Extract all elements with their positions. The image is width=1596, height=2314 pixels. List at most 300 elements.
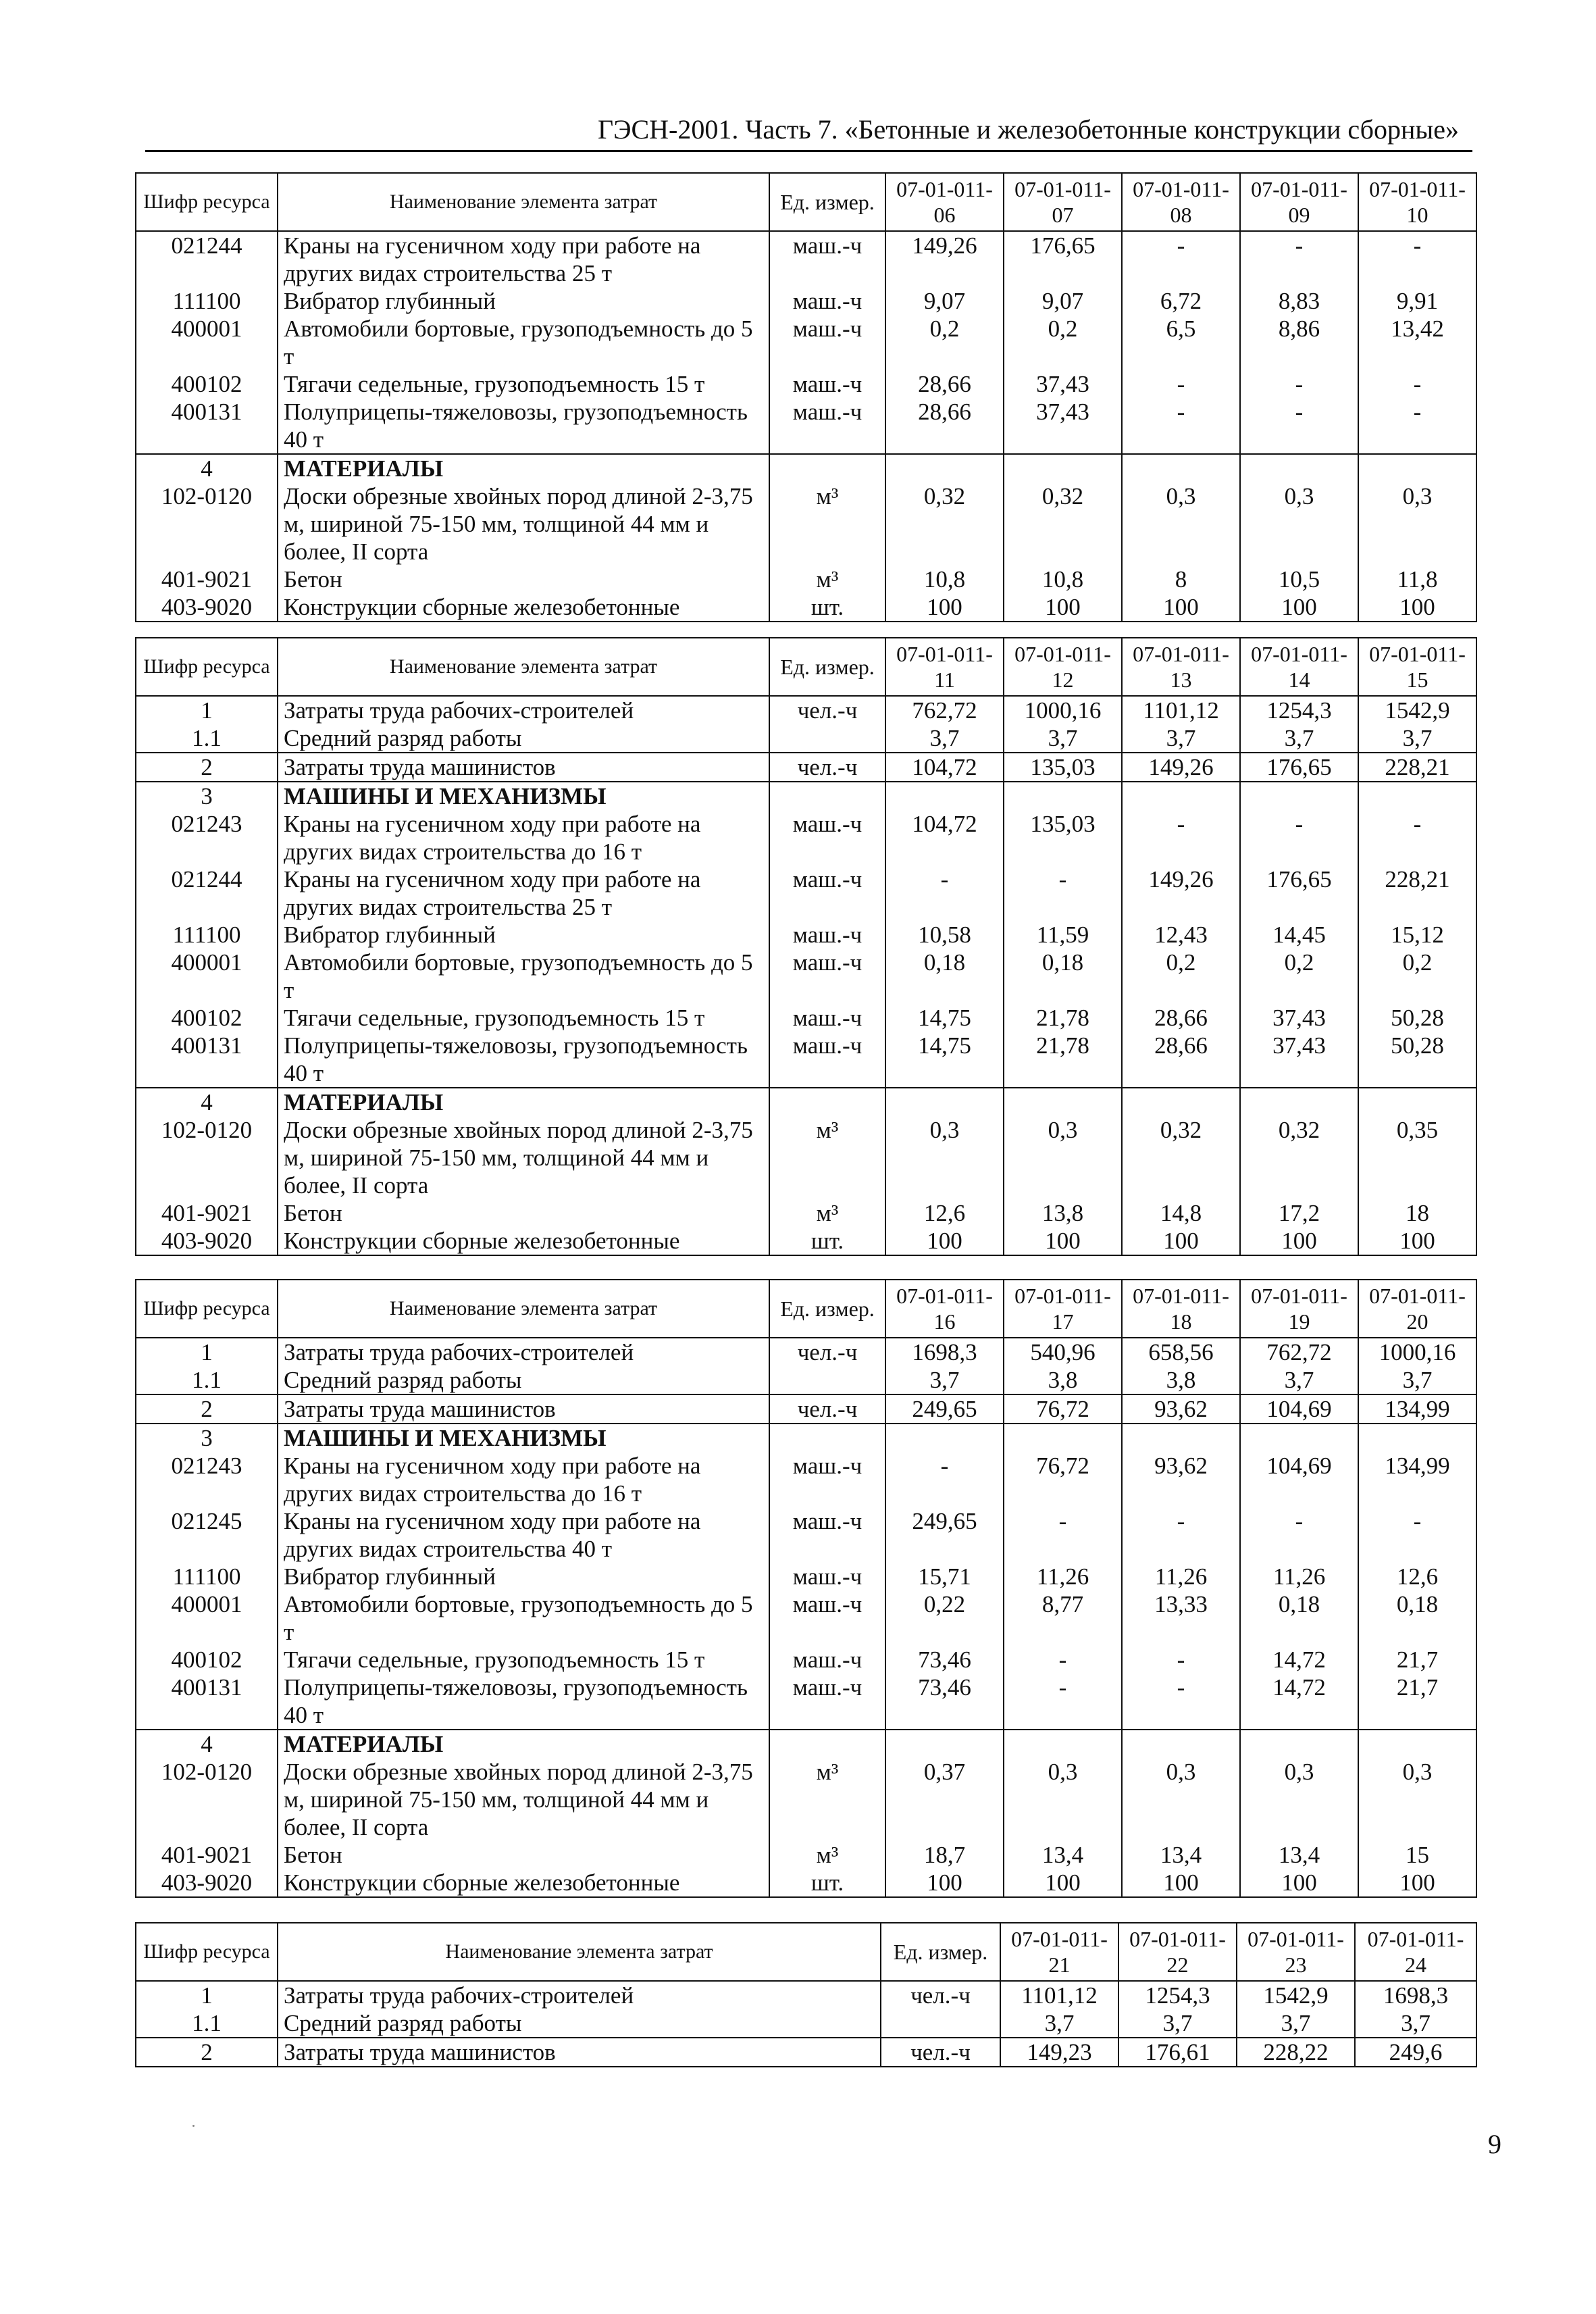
row-value: 11,26 xyxy=(1122,1563,1240,1590)
row-value: 249,65 xyxy=(885,1394,1004,1424)
row-value: 100 xyxy=(1358,1227,1476,1255)
row-value: 3,7 xyxy=(1240,724,1358,753)
row-name: Тягачи седельные, грузоподъемность 15 т xyxy=(278,1646,769,1674)
header-norm-code: 07-01-011-13 xyxy=(1122,638,1240,696)
table-row xyxy=(136,2038,1476,2067)
row-value: 18 xyxy=(1358,1199,1476,1227)
row-value xyxy=(1358,1730,1476,1758)
row-value: 50,28 xyxy=(1358,1004,1476,1032)
table-row xyxy=(136,1563,1476,1590)
row-value xyxy=(1004,782,1122,810)
table-row xyxy=(136,1366,1476,1394)
header-norm-code: 07-01-011-18 xyxy=(1122,1280,1240,1338)
row-value: 176,65 xyxy=(1240,865,1358,921)
table-row xyxy=(136,1227,1476,1255)
row-code: 400131 xyxy=(136,398,278,454)
header-norm-code: 07-01-011-07 xyxy=(1004,173,1122,231)
row-value: 13,33 xyxy=(1122,1590,1240,1646)
cost-table-4 xyxy=(135,1922,1477,2067)
row-value: 37,43 xyxy=(1240,1032,1358,1088)
row-value: 134,99 xyxy=(1358,1452,1476,1507)
row-unit: маш.-ч xyxy=(769,1032,885,1088)
row-value: 100 xyxy=(1358,593,1476,622)
row-value: 176,61 xyxy=(1118,2038,1237,2067)
row-code: 1 xyxy=(136,1338,278,1366)
row-value: 3,7 xyxy=(1355,2009,1476,2038)
row-code: 400001 xyxy=(136,315,278,370)
header-norm-code: 07-01-011-11 xyxy=(885,638,1004,696)
row-unit: шт. xyxy=(769,1227,885,1255)
row-value: 3,7 xyxy=(1358,1366,1476,1394)
row-value: 134,99 xyxy=(1358,1394,1476,1424)
row-value: 3,7 xyxy=(1122,724,1240,753)
row-value: 12,6 xyxy=(885,1199,1004,1227)
row-value: 135,03 xyxy=(1004,753,1122,782)
row-value: - xyxy=(1004,865,1122,921)
header-code: Шифр ресурса xyxy=(136,173,278,231)
row-name: Бетон xyxy=(278,1841,769,1869)
row-value: - xyxy=(1004,1646,1122,1674)
row-code: 401-9021 xyxy=(136,1841,278,1869)
row-value: 11,26 xyxy=(1240,1563,1358,1590)
header-name: Наименование элемента затрат xyxy=(278,1923,881,1981)
row-value: 0,2 xyxy=(1358,949,1476,1004)
row-value: 1698,3 xyxy=(1355,1981,1476,2009)
row-code: 111100 xyxy=(136,921,278,949)
table-row xyxy=(136,1452,1476,1507)
header-unit: Ед. измер. xyxy=(769,173,885,231)
row-value: 14,75 xyxy=(885,1032,1004,1088)
row-value: - xyxy=(885,1452,1004,1507)
row-code: 400131 xyxy=(136,1674,278,1730)
row-value: - xyxy=(1358,398,1476,454)
row-unit: чел.-ч xyxy=(881,1981,1000,2009)
table-row xyxy=(136,810,1476,865)
row-value: 50,28 xyxy=(1358,1032,1476,1088)
row-value: 0,18 xyxy=(1004,949,1122,1004)
row-code: 021245 xyxy=(136,1507,278,1563)
row-value: - xyxy=(1240,370,1358,398)
row-unit: чел.-ч xyxy=(881,2038,1000,2067)
row-code: 021244 xyxy=(136,231,278,287)
cost-table-1 xyxy=(135,172,1477,622)
header-norm-code: 07-01-011-23 xyxy=(1237,1923,1355,1981)
table-row xyxy=(136,782,1476,810)
row-value: 149,26 xyxy=(885,231,1004,287)
row-value: 100 xyxy=(1004,1869,1122,1897)
row-name: Краны на гусеничном ходу при работе на других видах строительства до 16 т xyxy=(278,810,769,865)
table-row xyxy=(136,565,1476,593)
row-value: 13,4 xyxy=(1122,1841,1240,1869)
row-code: 3 xyxy=(136,782,278,810)
row-value: 0,2 xyxy=(1240,949,1358,1004)
row-value: 13,42 xyxy=(1358,315,1476,370)
header-norm-code: 07-01-011-14 xyxy=(1240,638,1358,696)
row-value: 100 xyxy=(1240,1227,1358,1255)
row-value: 0,32 xyxy=(1004,482,1122,565)
row-value: 37,43 xyxy=(1240,1004,1358,1032)
row-code: 403-9020 xyxy=(136,1869,278,1897)
row-code: 400102 xyxy=(136,370,278,398)
row-value: 3,7 xyxy=(1240,1366,1358,1394)
row-value: 658,56 xyxy=(1122,1338,1240,1366)
page-header xyxy=(145,108,1472,152)
cost-table-3 xyxy=(135,1279,1477,1898)
header-norm-code: 07-01-011-20 xyxy=(1358,1280,1476,1338)
header-norm-code: 07-01-011-22 xyxy=(1118,1923,1237,1981)
row-unit: чел.-ч xyxy=(769,696,885,724)
row-value: 0,2 xyxy=(885,315,1004,370)
row-value xyxy=(1004,454,1122,482)
row-name: Полуприцепы-тяжеловозы, грузоподъемность 40 т xyxy=(278,398,769,454)
header-norm-code: 07-01-011-19 xyxy=(1240,1280,1358,1338)
row-name: Вибратор глубинный xyxy=(278,921,769,949)
row-value: - xyxy=(1122,810,1240,865)
row-value: 37,43 xyxy=(1004,370,1122,398)
row-value: 18,7 xyxy=(885,1841,1004,1869)
table-row xyxy=(136,1338,1476,1366)
row-value: 3,8 xyxy=(1004,1366,1122,1394)
row-value: 149,26 xyxy=(1122,865,1240,921)
row-value: 100 xyxy=(1122,1869,1240,1897)
row-code: 2 xyxy=(136,1394,278,1424)
table-row xyxy=(136,482,1476,565)
row-value: - xyxy=(1358,370,1476,398)
row-value: 1000,16 xyxy=(1004,696,1122,724)
row-code: 102-0120 xyxy=(136,1116,278,1199)
table-row xyxy=(136,370,1476,398)
table-row xyxy=(136,593,1476,622)
row-value: - xyxy=(1240,1507,1358,1563)
row-code: 1.1 xyxy=(136,724,278,753)
row-name: МАШИНЫ И МЕХАНИЗМЫ xyxy=(278,782,769,810)
row-unit: маш.-ч xyxy=(769,1507,885,1563)
row-unit: м³ xyxy=(769,1758,885,1841)
header-norm-code: 07-01-011-09 xyxy=(1240,173,1358,231)
table-row xyxy=(136,921,1476,949)
row-name: МАТЕРИАЛЫ xyxy=(278,1730,769,1758)
row-name: МАШИНЫ И МЕХАНИЗМЫ xyxy=(278,1424,769,1452)
row-value: 15 xyxy=(1358,1841,1476,1869)
row-value xyxy=(1004,1424,1122,1452)
row-unit: маш.-ч xyxy=(769,865,885,921)
header-norm-code: 07-01-011-08 xyxy=(1122,173,1240,231)
row-name: Доски обрезные хвойных пород длиной 2-3,75 м, шириной 75-150 мм, толщиной 44 мм и более, II сорта xyxy=(278,1758,769,1841)
row-code: 4 xyxy=(136,454,278,482)
row-value: 100 xyxy=(1122,593,1240,622)
row-value xyxy=(885,1088,1004,1116)
row-value xyxy=(1240,454,1358,482)
row-value: 1000,16 xyxy=(1358,1338,1476,1366)
row-value: 0,3 xyxy=(1358,1758,1476,1841)
row-unit: м³ xyxy=(769,1841,885,1869)
table-header-row xyxy=(136,638,1476,696)
row-value: 762,72 xyxy=(1240,1338,1358,1366)
row-value: - xyxy=(885,865,1004,921)
row-name: Средний разряд работы xyxy=(278,2009,881,2038)
row-value: 1254,3 xyxy=(1240,696,1358,724)
row-value: 100 xyxy=(1004,1227,1122,1255)
row-value: 149,26 xyxy=(1122,753,1240,782)
row-unit: маш.-ч xyxy=(769,231,885,287)
row-value: 76,72 xyxy=(1004,1394,1122,1424)
row-value xyxy=(1358,1424,1476,1452)
row-unit: маш.-ч xyxy=(769,287,885,315)
table-row xyxy=(136,1394,1476,1424)
row-value: 10,5 xyxy=(1240,565,1358,593)
table-row xyxy=(136,1424,1476,1452)
row-code: 403-9020 xyxy=(136,1227,278,1255)
table-row xyxy=(136,753,1476,782)
row-code: 4 xyxy=(136,1088,278,1116)
row-value: 0,18 xyxy=(885,949,1004,1004)
row-unit xyxy=(881,2009,1000,2038)
row-value: 15,12 xyxy=(1358,921,1476,949)
row-value: 104,72 xyxy=(885,753,1004,782)
row-value: 100 xyxy=(1122,1227,1240,1255)
table-row xyxy=(136,1507,1476,1563)
row-value: - xyxy=(1240,398,1358,454)
row-value: 0,32 xyxy=(1122,1116,1240,1199)
row-value: 104,69 xyxy=(1240,1394,1358,1424)
row-code: 400001 xyxy=(136,1590,278,1646)
row-value: 10,8 xyxy=(885,565,1004,593)
row-unit xyxy=(769,454,885,482)
row-unit: чел.-ч xyxy=(769,753,885,782)
row-value: 3,8 xyxy=(1122,1366,1240,1394)
table-header-row xyxy=(136,1923,1476,1981)
row-code: 111100 xyxy=(136,1563,278,1590)
row-name: Затраты труда машинистов xyxy=(278,1394,769,1424)
row-value xyxy=(1004,1088,1122,1116)
row-unit: маш.-ч xyxy=(769,1563,885,1590)
row-code: 400001 xyxy=(136,949,278,1004)
row-name: МАТЕРИАЛЫ xyxy=(278,1088,769,1116)
row-unit: м³ xyxy=(769,1199,885,1227)
row-value: 10,8 xyxy=(1004,565,1122,593)
row-value: 0,3 xyxy=(1004,1758,1122,1841)
row-value: 0,32 xyxy=(1240,1116,1358,1199)
row-code: 400102 xyxy=(136,1004,278,1032)
row-value: 11,59 xyxy=(1004,921,1122,949)
row-value: 0,3 xyxy=(885,1116,1004,1199)
row-value xyxy=(1240,1088,1358,1116)
row-name: Средний разряд работы xyxy=(278,1366,769,1394)
row-value: 0,3 xyxy=(1122,482,1240,565)
row-unit xyxy=(769,1088,885,1116)
row-name: Краны на гусеничном ходу при работе на других видах строительства 40 т xyxy=(278,1507,769,1563)
row-value: 8,77 xyxy=(1004,1590,1122,1646)
row-unit: чел.-ч xyxy=(769,1338,885,1366)
row-value: 12,43 xyxy=(1122,921,1240,949)
row-value: 176,65 xyxy=(1004,231,1122,287)
row-value: 0,3 xyxy=(1358,482,1476,565)
row-name: Вибратор глубинный xyxy=(278,1563,769,1590)
row-code: 4 xyxy=(136,1730,278,1758)
row-value: 0,35 xyxy=(1358,1116,1476,1199)
cost-table-2 xyxy=(135,637,1477,1256)
table-row xyxy=(136,1674,1476,1730)
row-value: - xyxy=(1122,231,1240,287)
row-value xyxy=(1122,454,1240,482)
row-unit: маш.-ч xyxy=(769,1646,885,1674)
row-value xyxy=(1358,1088,1476,1116)
row-value: 104,72 xyxy=(885,810,1004,865)
row-value: - xyxy=(1122,1507,1240,1563)
table-header-row xyxy=(136,1280,1476,1338)
row-value: 6,72 xyxy=(1122,287,1240,315)
row-unit: маш.-ч xyxy=(769,315,885,370)
row-unit: маш.-ч xyxy=(769,921,885,949)
row-value: 100 xyxy=(885,593,1004,622)
row-unit: маш.-ч xyxy=(769,1590,885,1646)
row-value: - xyxy=(1122,398,1240,454)
row-name: Тягачи седельные, грузоподъемность 15 т xyxy=(278,370,769,398)
table-row xyxy=(136,398,1476,454)
row-code: 2 xyxy=(136,753,278,782)
table-row xyxy=(136,1981,1476,2009)
table-row xyxy=(136,287,1476,315)
header-unit: Ед. измер. xyxy=(769,638,885,696)
row-unit xyxy=(769,782,885,810)
row-name: Полуприцепы-тяжеловозы, грузоподъемность 40 т xyxy=(278,1674,769,1730)
row-value: 540,96 xyxy=(1004,1338,1122,1366)
row-value xyxy=(885,454,1004,482)
row-value: 149,23 xyxy=(1000,2038,1118,2067)
row-value: 228,21 xyxy=(1358,753,1476,782)
header-norm-code: 07-01-011-06 xyxy=(885,173,1004,231)
row-value xyxy=(885,1424,1004,1452)
row-value: 13,4 xyxy=(1004,1841,1122,1869)
row-name: Тягачи седельные, грузоподъемность 15 т xyxy=(278,1004,769,1032)
row-code: 111100 xyxy=(136,287,278,315)
row-value: 100 xyxy=(1240,593,1358,622)
row-value: - xyxy=(1122,1674,1240,1730)
row-code: 403-9020 xyxy=(136,593,278,622)
row-code: 2 xyxy=(136,2038,278,2067)
row-value: 135,03 xyxy=(1004,810,1122,865)
header-code: Шифр ресурса xyxy=(136,638,278,696)
row-name: Доски обрезные хвойных пород длиной 2-3,75 м, шириной 75-150 мм, толщиной 44 мм и более, II сорта xyxy=(278,1116,769,1199)
row-value: 76,72 xyxy=(1004,1452,1122,1507)
table-row xyxy=(136,231,1476,287)
row-value xyxy=(1358,782,1476,810)
row-value: 14,72 xyxy=(1240,1646,1358,1674)
row-value: 1101,12 xyxy=(1000,1981,1118,2009)
row-value: 21,7 xyxy=(1358,1646,1476,1674)
row-value: 100 xyxy=(885,1869,1004,1897)
row-unit xyxy=(769,1366,885,1394)
header-norm-code: 07-01-011-24 xyxy=(1355,1923,1476,1981)
row-name: Автомобили бортовые, грузоподъемность до 5 т xyxy=(278,315,769,370)
row-name: Автомобили бортовые, грузоподъемность до 5 т xyxy=(278,949,769,1004)
row-value: 11,8 xyxy=(1358,565,1476,593)
table-row xyxy=(136,1869,1476,1897)
table-row xyxy=(136,1841,1476,1869)
row-value: 3,7 xyxy=(885,724,1004,753)
row-value: 3,7 xyxy=(1004,724,1122,753)
row-value: 0,32 xyxy=(885,482,1004,565)
row-code: 021243 xyxy=(136,810,278,865)
row-name: Затраты труда рабочих-строителей xyxy=(278,1981,881,2009)
row-value: 21,7 xyxy=(1358,1674,1476,1730)
row-name: Конструкции сборные железобетонные xyxy=(278,1227,769,1255)
row-value xyxy=(885,782,1004,810)
row-name: Краны на гусеничном ходу при работе на других видах строительства 25 т xyxy=(278,231,769,287)
row-name: Конструкции сборные железобетонные xyxy=(278,593,769,622)
header-norm-code: 07-01-011-12 xyxy=(1004,638,1122,696)
row-value: 1542,9 xyxy=(1358,696,1476,724)
row-value xyxy=(1122,782,1240,810)
row-name: Бетон xyxy=(278,1199,769,1227)
row-value: 0,2 xyxy=(1004,315,1122,370)
row-unit: м³ xyxy=(769,482,885,565)
table-row xyxy=(136,1590,1476,1646)
row-value: 0,3 xyxy=(1004,1116,1122,1199)
row-name: МАТЕРИАЛЫ xyxy=(278,454,769,482)
row-name: Средний разряд работы xyxy=(278,724,769,753)
row-unit: шт. xyxy=(769,1869,885,1897)
table-row xyxy=(136,454,1476,482)
row-value: 73,46 xyxy=(885,1646,1004,1674)
row-unit: маш.-ч xyxy=(769,370,885,398)
row-code: 1.1 xyxy=(136,1366,278,1394)
row-value: 15,71 xyxy=(885,1563,1004,1590)
row-value: 762,72 xyxy=(885,696,1004,724)
row-unit: маш.-ч xyxy=(769,398,885,454)
row-value: - xyxy=(1122,370,1240,398)
header-code: Шифр ресурса xyxy=(136,1923,278,1981)
row-value xyxy=(1240,1424,1358,1452)
row-unit: маш.-ч xyxy=(769,1452,885,1507)
row-value: 14,75 xyxy=(885,1004,1004,1032)
table-row xyxy=(136,1646,1476,1674)
row-value: 9,07 xyxy=(885,287,1004,315)
row-value: 1698,3 xyxy=(885,1338,1004,1366)
table-row xyxy=(136,2009,1476,2038)
row-value: 100 xyxy=(1358,1869,1476,1897)
row-name: Краны на гусеничном ходу при работе на других видах строительства до 16 т xyxy=(278,1452,769,1507)
row-unit: маш.-ч xyxy=(769,810,885,865)
table-header-row xyxy=(136,173,1476,231)
row-value: 228,21 xyxy=(1358,865,1476,921)
row-name: Полуприцепы-тяжеловозы, грузоподъемность 40 т xyxy=(278,1032,769,1088)
row-value: 1101,12 xyxy=(1122,696,1240,724)
table-row xyxy=(136,1116,1476,1199)
row-value: 73,46 xyxy=(885,1674,1004,1730)
row-value xyxy=(1358,454,1476,482)
row-value: 8,83 xyxy=(1240,287,1358,315)
row-value: 17,2 xyxy=(1240,1199,1358,1227)
row-value: 1542,9 xyxy=(1237,1981,1355,2009)
row-value: - xyxy=(1122,1646,1240,1674)
table-row xyxy=(136,1199,1476,1227)
row-unit xyxy=(769,1730,885,1758)
row-value: - xyxy=(1358,1507,1476,1563)
row-value: 21,78 xyxy=(1004,1004,1122,1032)
row-value: 0,37 xyxy=(885,1758,1004,1841)
row-value xyxy=(1004,1730,1122,1758)
row-value: 11,26 xyxy=(1004,1563,1122,1590)
row-value: 93,62 xyxy=(1122,1394,1240,1424)
row-value: - xyxy=(1358,810,1476,865)
row-value: 176,65 xyxy=(1240,753,1358,782)
row-value: 228,22 xyxy=(1237,2038,1355,2067)
row-unit: чел.-ч xyxy=(769,1394,885,1424)
row-unit xyxy=(769,1424,885,1452)
table-row xyxy=(136,1758,1476,1841)
row-value: 100 xyxy=(1004,593,1122,622)
